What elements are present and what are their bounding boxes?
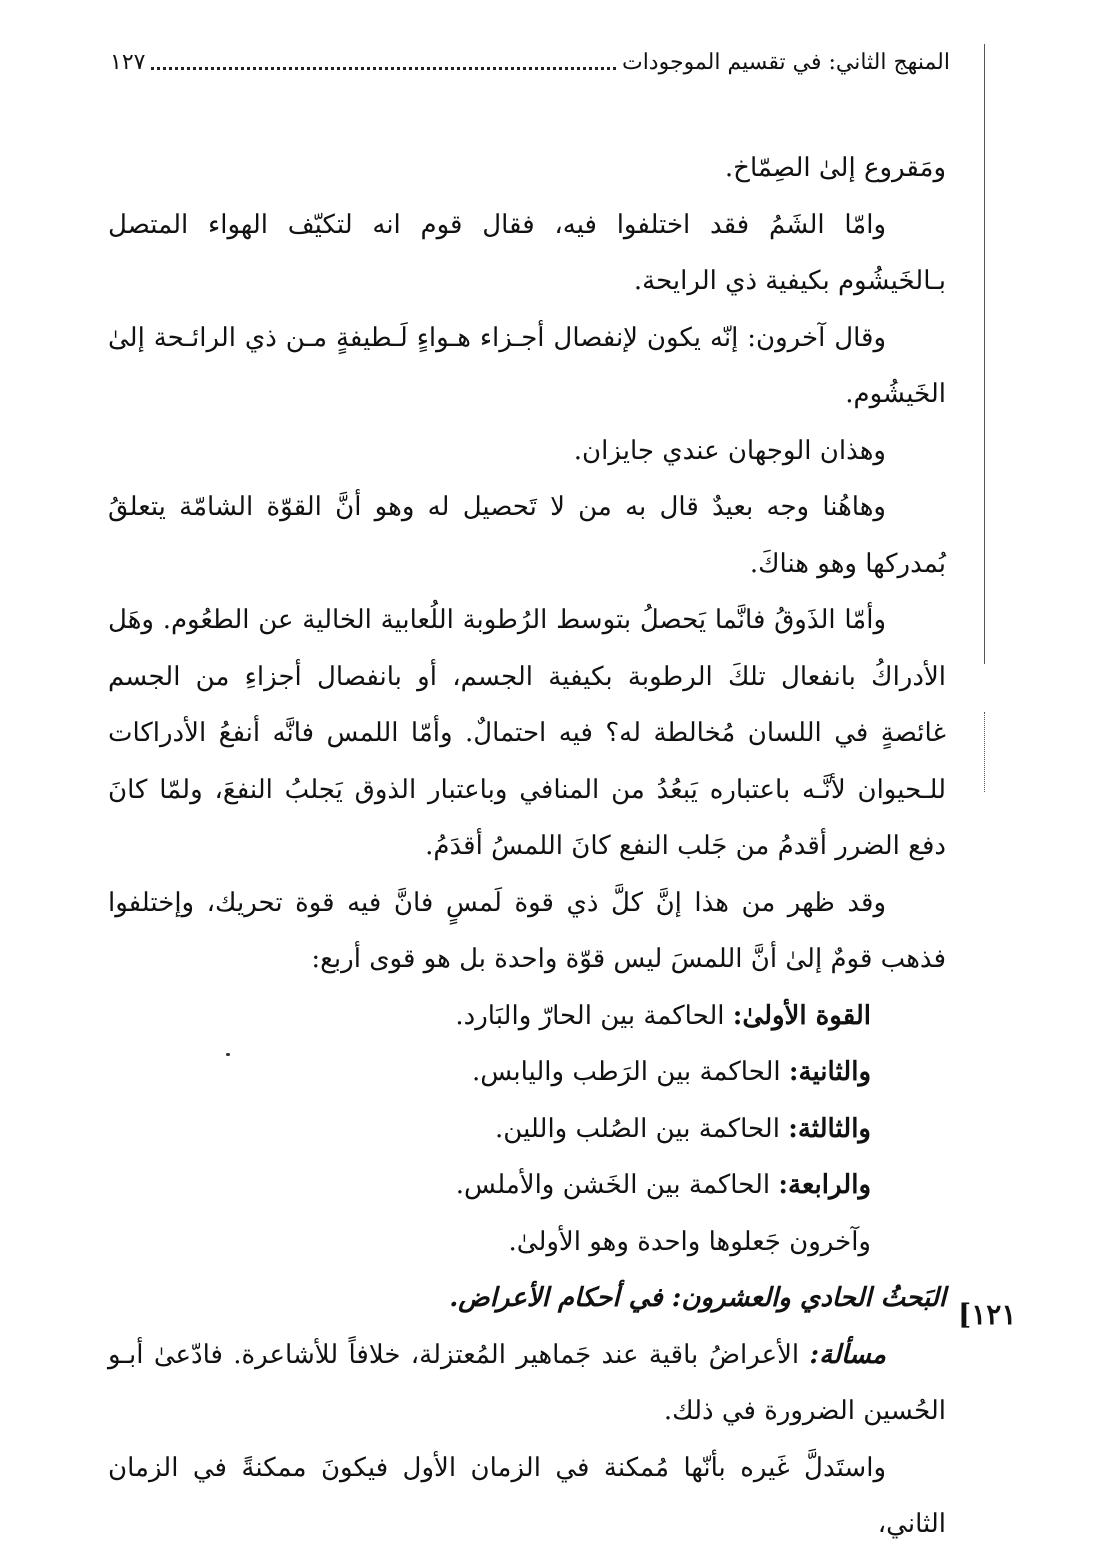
margin-marker: [١٢١ bbox=[958, 1298, 1017, 1331]
list-item bbox=[108, 1044, 946, 1101]
masala-text: الأعراضُ باقية عند جَماهير المُعتزلة، خلافاً للأشاعرة. فادّعىٰ أبـو الحُسين الضرورة في ذلك. bbox=[108, 1339, 946, 1426]
paragraph: وقد ظهر من هذا إنَّ كلَّ ذي قوة لَمسٍ فانَّ فيه قوة تحريك، وإختلفوا فذهب قومٌ إلىٰ أنَّ اللمسَ ليس قوّة واحدة بل هو قوى أربع: bbox=[108, 887, 946, 974]
paragraph: وأمّا الذَوقُ فانَّما يَحصلُ بتوسط الرُطوبة اللُعابية الخالية عن الطعُوم. وهَل الأدراكُ بانفعال تلكَ الرطوبة بكيفية الجسم، أو بانفصال أجزاءِ من الجسم غائصةٍ في اللسان مُخالطة له؟ فيه احتمالٌ. وأمّا اللمس فانَّه أنفعُ الأدراكات للـحيوان لأنَّـه باعتباره يَبعُدُ من المنافي وباعتبار الذوق يَجلبُ النفعَ، ولمّا كانَ دفع الضرر أقدمُ من جَلب النفع كانَ اللمسُ أقدَمُ. bbox=[108, 605, 946, 861]
list-item bbox=[108, 1157, 946, 1214]
paragraph: واستَدلَّ غَيره بأنّها مُمكنة في الزمان الأول فيكونَ ممكنةً في الزمان الثاني، bbox=[108, 1452, 946, 1539]
masala-paragraph bbox=[108, 1327, 946, 1440]
powers-list bbox=[108, 988, 946, 1271]
paragraph: وقال آخرون: إنّه يكون لإنفصال أجـزاء هـواءٍ لَـطيفةٍ مـن ذي الرائـحة إلىٰ الخَيشُوم. bbox=[108, 322, 946, 409]
paragraph: وهذان الوجهان عندي جايزان. bbox=[573, 435, 886, 466]
running-header bbox=[110, 42, 950, 82]
ink-speck bbox=[226, 1053, 230, 1056]
page-number: ١٢٧ bbox=[110, 49, 146, 75]
paragraph: وامّا الشَمُ فقد اختلفوا فيه، فقال قوم انه لتكيّف الهواء المتصل بـالخَيشُوم بكيفية ذي الرايحة. bbox=[108, 209, 946, 296]
list-item-text: الحاكمة بين الخَشن والأملس. bbox=[455, 1170, 779, 1200]
list-item bbox=[108, 1101, 946, 1158]
list-item-label: والرابعة: bbox=[778, 1170, 871, 1200]
dot-leader bbox=[151, 67, 616, 70]
paragraph: وهاهُنا وجه بعيدٌ قال به من لا تَحصيل له وهو أنَّ القوّة الشامّة يتعلقُ بُمدركها وهو هناكَ. bbox=[108, 492, 946, 579]
main-text bbox=[108, 140, 946, 1553]
list-item-label: والثانية: bbox=[788, 1057, 871, 1087]
margin-rule-dotted bbox=[984, 712, 985, 792]
chapter-title: المنهج الثاني: في تقسيم الموجودات bbox=[621, 49, 950, 75]
list-item-text: الحاكمة بين الرَطب واليابس. bbox=[471, 1057, 789, 1087]
list-item-text: الحاكمة بين الحارّ والبَارد. bbox=[455, 1000, 733, 1031]
masala-label: مسألة: bbox=[809, 1339, 886, 1370]
list-item-label: القوة الأولىٰ: bbox=[732, 1000, 871, 1031]
margin-rule bbox=[984, 44, 985, 664]
list-closing: وآخرون جَعلوها واحدة وهو الأولىٰ. bbox=[508, 1226, 871, 1257]
list-item-label: والثالثة: bbox=[788, 1113, 871, 1144]
paragraph: ومَقروع إلىٰ الصِمّاخ. bbox=[724, 153, 946, 183]
section-heading: البَحثُ الحادي والعشرون: في أحكام الأعراض. bbox=[449, 1283, 946, 1313]
list-item-text: الحاكمة بين الصُلب واللين. bbox=[495, 1113, 789, 1144]
list-item bbox=[108, 988, 946, 1045]
